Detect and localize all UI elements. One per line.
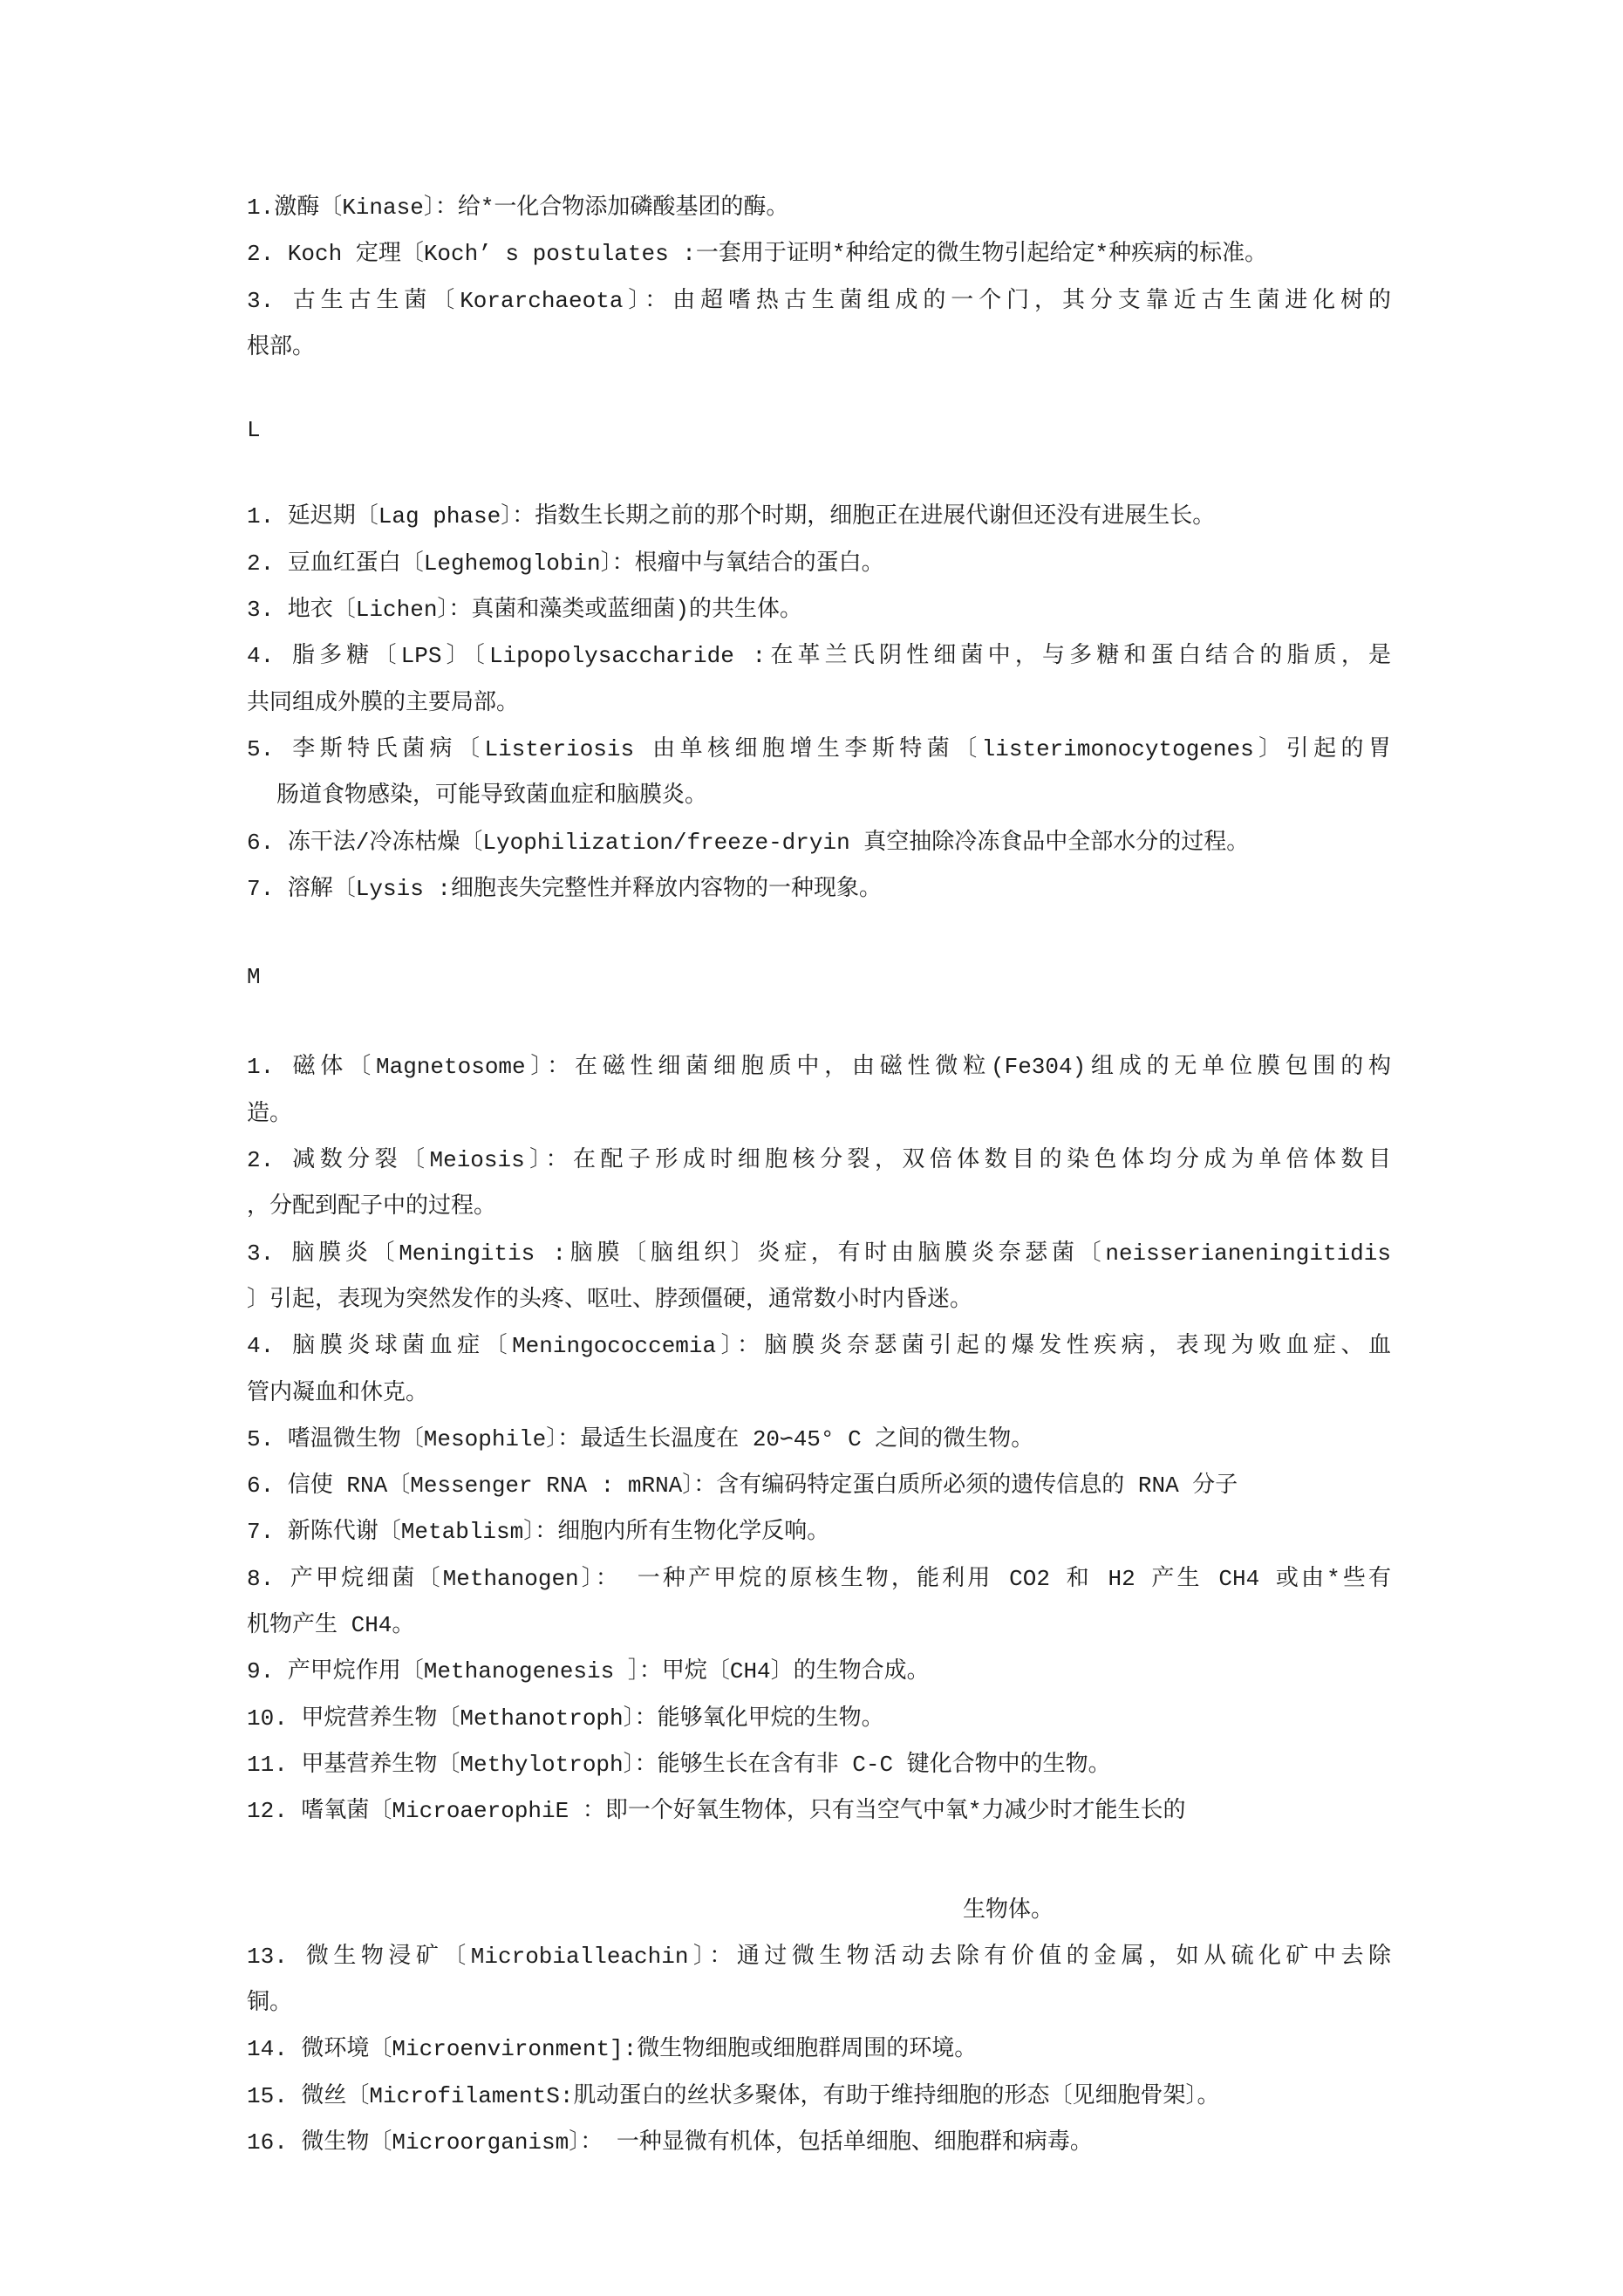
entry-line: 3. 古生古生菌〔Korarchaeota〕：由超嗜热古生菌组成的一个门，其分支靠近古生菌进化树的 [247, 287, 1391, 314]
entry-line: 12. 嗜氧菌〔MicroaerophiE ：即一个好氧生物体，只有当空气中氧*力减少时才能生长的 [247, 1798, 1186, 1825]
glossary-entry [247, 2026, 1391, 2073]
entry-line: 13. 微生物浸矿〔Microbialleachin〕：通过微生物活动去除有价值的金属，如从硫化矿中去除 [247, 1943, 1391, 1970]
glossary-entry [247, 231, 1391, 277]
entry-line: 5. 嗜温微生物〔Mesophile〕：最适生长温度在 20∽45° C 之间的微生物。 [247, 1425, 1034, 1452]
entry-line: 根部。 [247, 333, 316, 360]
entry-line: 15. 微丝〔MicrofilamentS:肌动蛋白的丝状多聚体，有助于维持细胞的形态〔见细胞骨架〕。 [247, 2082, 1220, 2109]
entry-line: 管内凝血和休克。 [247, 1379, 429, 1406]
entry-line: 2. Koch 定理〔Koch’ s postulates :一套用于证明*种给定的微生物引起给定*种疾病的标准。 [247, 241, 1268, 268]
entry-line: 造。 [247, 1100, 293, 1127]
entry-line: 10. 甲烷营养生物〔Methanotroph〕：能够氧化甲烷的生物。 [247, 1705, 884, 1732]
entry-line: 2. 减数分裂〔Meiosis〕：在配子形成时细胞核分裂，双倍体数目的染色体均分成为单倍体数目 [247, 1147, 1391, 1174]
section-heading: L [247, 417, 261, 444]
glossary-entry [247, 278, 1391, 372]
entry-line: 肠道食物感染，可能导致菌血症和脑膜炎。 [276, 782, 708, 810]
entry-line: ，分配到配子中的过程。 [247, 1193, 497, 1220]
glossary-entry [247, 1696, 1391, 1742]
glossary-entry [247, 1231, 1391, 1324]
glossary-entry [247, 1044, 1391, 1138]
glossary-entry [247, 185, 1391, 231]
entry-line: 1. 延迟期〔Lag phase〕：指数生长期之前的那个时期，细胞正在进展代谢但还没有进展生长。 [247, 503, 1216, 530]
entry-line: 8. 产甲烷细菌〔Methanogen〕： 一种产甲烷的原核生物，能利用 CO2 和 H2 产生 CH4 或由*些有 [247, 1565, 1391, 1592]
entry-line: 共同组成外膜的主要局部。 [247, 689, 520, 716]
entry-line: 1.激酶〔Kinase〕：给*一化合物添加磷酸基团的酶。 [247, 195, 789, 221]
entry-line: 7. 溶解〔Lysis :细胞丧失完整性并释放内容物的一种现象。 [247, 875, 883, 902]
glossary-entry [247, 820, 1391, 866]
entry-line: 7. 新陈代谢〔Metablism〕：细胞内所有生物化学反响。 [247, 1519, 830, 1546]
glossary-entry [247, 541, 1391, 587]
entry-line: 5. 李斯特氏菌病〔Listeriosis 由单核细胞增生李斯特菌〔listerimonocytogenes〕引起的胃 [247, 735, 1391, 762]
document-body [247, 185, 1391, 2166]
entry-line: 机物产生 CH4。 [247, 1612, 415, 1639]
glossary-section-m [247, 954, 1391, 2166]
section-heading: M [247, 964, 261, 991]
entry-line: 11. 甲基营养生物〔Methylotroph〕：能够生长在含有非 C-C 键化合物中的生物。 [247, 1751, 1111, 1778]
glossary-entry [247, 1138, 1391, 1231]
entry-line: 铜。 [247, 1990, 293, 2017]
glossary-entry [247, 494, 1391, 540]
glossary-entry [247, 866, 1391, 912]
glossary-entry [247, 1934, 1391, 2027]
entry-line: 4. 脑膜炎球菌血症〔Meningococcemia〕：脑膜炎奈瑟菌引起的爆发性疾病，表现为败血症、血 [247, 1333, 1391, 1360]
glossary-entry [247, 1463, 1391, 1509]
glossary-entry [247, 1556, 1391, 1650]
glossary-entry [247, 1323, 1391, 1417]
glossary-section-k [247, 185, 1391, 371]
entry-line: 3. 脑膜炎〔Meningitis :脑膜〔脑组织〕炎症，有时由脑膜炎奈瑟菌〔neisserianeningitidis [247, 1240, 1391, 1267]
glossary-entry [247, 1649, 1391, 1695]
entry-line: 6. 冻干法/冷冻枯燥〔Lyophilization/freeze-dryin 真空抽除冷冻食品中全部水分的过程。 [247, 829, 1250, 856]
glossary-entry [247, 1509, 1391, 1555]
entry-line: 3. 地衣〔Lichen〕：真菌和藻类或蓝细菌)的共生体。 [247, 597, 803, 624]
glossary-entry [247, 587, 1391, 633]
entry-line: 14. 微环境〔Microenvironment]:微生物细胞或细胞群周围的环境。 [247, 2036, 978, 2063]
entry-line: 16. 微生物〔Microorganism〕： 一种显微有机体，包括单细胞、细胞群和病毒。 [247, 2129, 1093, 2156]
glossary-section-l [247, 407, 1391, 912]
glossary-entry [247, 1788, 1391, 1934]
glossary-entry [247, 2120, 1391, 2166]
entry-line: 生物体。 [963, 1896, 1054, 1924]
glossary-entry [247, 2074, 1391, 2120]
entry-line: 4. 脂多糖〔LPS〕〔Lipopolysaccharide :在革兰氏阴性细菌中，与多糖和蛋白结合的脂质，是 [247, 643, 1391, 670]
glossary-entry [247, 1417, 1391, 1463]
glossary-entry [247, 633, 1391, 727]
entry-line: 1. 磁体〔Magnetosome〕：在磁性细菌细胞质中，由磁性微粒(Fe304)组成的无单位膜包围的构 [247, 1054, 1391, 1081]
glossary-entry [247, 727, 1391, 820]
entry-line: 〕引起，表现为突然发作的头疼、呕吐、脖颈僵硬，通常数小时内昏迷。 [247, 1286, 973, 1313]
entry-line: 2. 豆血红蛋白〔Leghemoglobin〕：根瘤中与氧结合的蛋白。 [247, 550, 884, 577]
glossary-entry [247, 1742, 1391, 1788]
entry-line: 6. 信使 RNA〔Messenger RNA : mRNA〕：含有编码特定蛋白质所必须的遗传信息的 RNA 分子 [247, 1473, 1238, 1500]
entry-line: 9. 产甲烷作用〔Methanogenesis ］：甲烷〔CH4〕的生物合成。 [247, 1658, 930, 1685]
